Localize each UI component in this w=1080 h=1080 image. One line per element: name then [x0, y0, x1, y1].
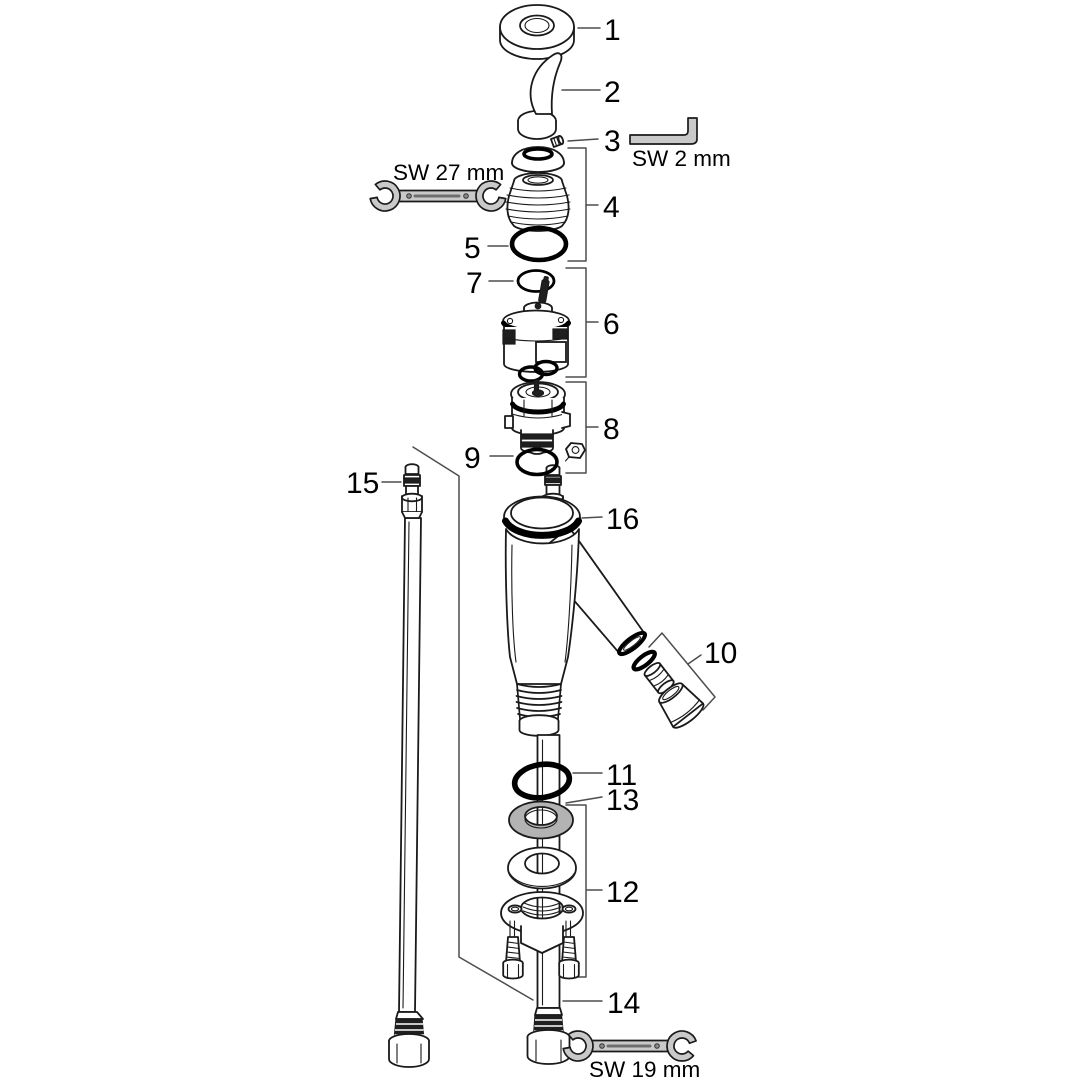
part-15-supply-hose: [389, 464, 429, 1067]
part-label-1: 1: [604, 14, 621, 47]
part-label-10: 10: [704, 637, 738, 670]
retainer-clip: [566, 443, 586, 461]
part-3-set-screw: [551, 135, 564, 147]
mounting-screw: [503, 937, 523, 978]
part-1-handle-cap: [500, 5, 574, 59]
part-2-lever-handle: [518, 53, 561, 139]
tool-label-sw2: SW 2 mm: [632, 146, 731, 171]
part-label-6: 6: [603, 308, 620, 341]
tool-label-sw19: SW 19 mm: [589, 1057, 701, 1080]
part-label-8: 8: [603, 413, 620, 446]
part-14-supply-hose: [528, 1008, 570, 1064]
part-label-13: 13: [606, 784, 640, 817]
part-label-5: 5: [464, 232, 481, 265]
part-label-9: 9: [464, 442, 481, 475]
part-label-7: 7: [466, 267, 483, 300]
part-label-14: 14: [607, 987, 641, 1020]
part-label-2: 2: [604, 76, 621, 109]
part-label-4: 4: [603, 191, 620, 224]
allen-key-sw2-icon: [630, 118, 697, 144]
part-10-aerator-set: [627, 645, 707, 732]
part-label-15: 15: [346, 467, 380, 500]
part-label-11: 11: [606, 759, 638, 792]
tool-label-sw27: SW 27 mm: [393, 160, 505, 185]
part-4-threaded-adapter: [506, 147, 570, 231]
part-label-16: 16: [606, 503, 640, 536]
part-label-12: 12: [606, 876, 640, 909]
part-label-3: 3: [604, 125, 621, 158]
part-5-o-ring: [512, 228, 566, 260]
